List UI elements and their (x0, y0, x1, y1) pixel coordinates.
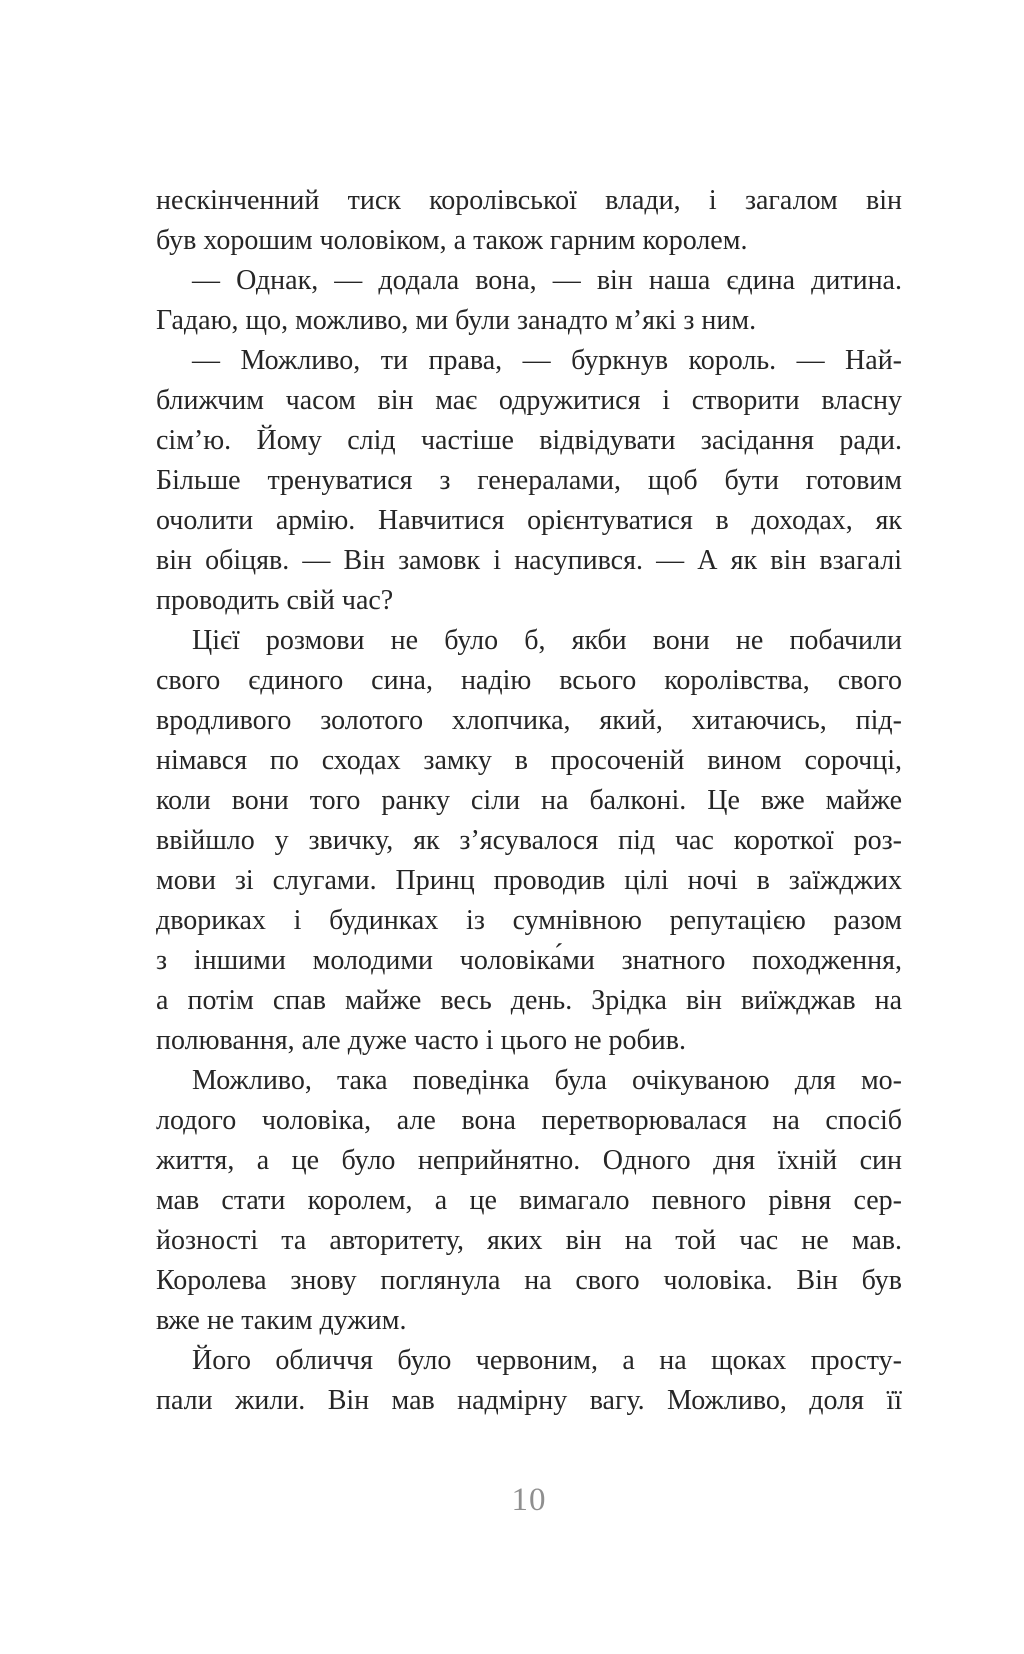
text-line: — Однак, — додала вона, — він наша єдина дитина. (192, 265, 902, 296)
text-line: Його обличчя було червоним, а на щоках просту- (192, 1345, 902, 1376)
text-line: проводить свій час? (156, 585, 394, 616)
text-line: сім’ю. Йому слід частіше відвідувати засідання ради. (156, 425, 902, 456)
text-line: очолити армію. Навчитися орієнтуватися в доходах, як (156, 505, 902, 536)
text-line: з іншими молодими чоловіка́ми знатного походження, (156, 945, 902, 976)
text-line: коли вони того ранку сіли на балконі. Це вже майже (156, 785, 902, 816)
text-line: Можливо, така поведінка була очікуваною для мо- (192, 1065, 902, 1096)
text-line: а потім спав майже весь день. Зрідка він виїжджав на (156, 985, 902, 1016)
body-text (156, 181, 902, 1421)
text-line: Більше тренуватися з генералами, щоб бути готовим (156, 465, 902, 496)
text-line: лодого чоловіка, але вона перетворювалася на спосіб (156, 1105, 902, 1136)
text-line: свого єдиного сина, надію всього королівства, свого (156, 665, 902, 696)
text-line: він обіцяв. — Він замовк і насупився. — А як він взагалі (156, 545, 902, 576)
text-line: ввійшло у звичку, як з’ясувалося під час короткої роз- (156, 825, 902, 856)
text-line: вродливого золотого хлопчика, який, хитаючись, під- (156, 705, 902, 736)
text-line: вже не таким дужим. (156, 1305, 407, 1336)
text-line: пали жили. Він мав надмірну вагу. Можливо, доля її (156, 1385, 902, 1416)
page-number: 10 (511, 1482, 547, 1518)
text-line: нескінченний тиск королівської влади, і загалом він (156, 185, 902, 216)
text-line: Цієї розмови не було б, якби вони не побачили (192, 625, 902, 656)
text-line: життя, а це було неприйнятно. Одного дня їхній син (156, 1145, 902, 1176)
text-line: німався по сходах замку в просоченій вином сорочці, (156, 745, 902, 776)
text-line: йозності та авторитету, яких він на той час не мав. (156, 1225, 902, 1256)
text-line: двориках і будинках із сумнівною репутацією разом (156, 905, 902, 936)
text-line: ближчим часом він має одружитися і створити власну (156, 385, 902, 416)
text-line: — Можливо, ти права, — буркнув король. — Най- (192, 345, 902, 376)
text-line: Королева знову поглянула на свого чоловіка. Він був (156, 1265, 902, 1296)
text-line: полювання, але дуже часто і цього не робив. (156, 1025, 686, 1056)
text-line: був хорошим чоловіком, а також гарним королем. (156, 225, 748, 256)
text-line: Гадаю, що, можливо, ми були занадто м’які з ним. (156, 305, 757, 336)
text-line: мав стати королем, а це вимагало певного рівня сер- (156, 1185, 902, 1216)
text-line: мови зі слугами. Принц проводив цілі ночі в заїжджих (156, 865, 902, 896)
